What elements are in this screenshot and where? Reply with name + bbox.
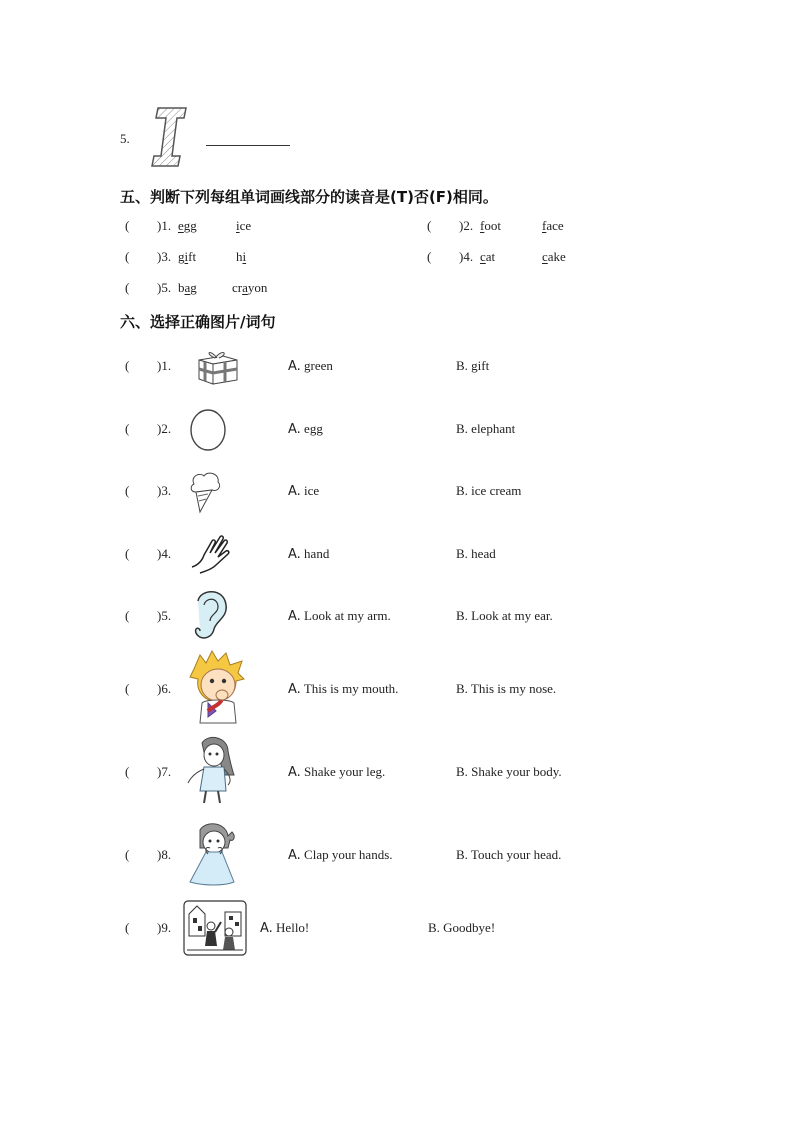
answer-paren-open[interactable]: ( [125,681,130,696]
underlined-letter: a [242,280,248,295]
item-number: )3. [157,249,172,264]
option-a-text: Hello! [276,920,310,935]
option-a-letter: A. [260,921,273,936]
item-number: )5. [157,608,172,623]
word-two [232,280,267,296]
answer-paren-open[interactable]: ( [125,608,130,623]
answer-paren-open[interactable]: ( [125,764,130,779]
underlined-letter: a [184,280,191,295]
underlined-letter: e [178,218,184,233]
option-a-text: egg [304,421,323,436]
option-a[interactable] [288,483,319,499]
option-a-text: Clap your hands. [304,847,393,862]
option-b[interactable]: B. Goodbye! [428,920,496,935]
waving-goodbye-scene-picture [183,900,247,956]
underlined-letter: f [480,218,485,233]
item-number: )2. [157,421,172,436]
word-part: yon [247,280,268,295]
boy-touching-mouth-picture [186,651,248,725]
item-number: )3. [157,483,172,498]
option-a-letter: A. [288,848,301,863]
answer-paren-open[interactable]: ( [125,847,130,862]
answer-paren-open[interactable]: ( [125,249,130,264]
option-a-letter: A. [288,422,301,437]
option-a-letter: A. [288,682,301,697]
option-a-text: Shake your leg. [304,764,386,779]
answer-paren-open[interactable]: ( [427,249,432,264]
word-part: ft [188,249,197,264]
option-b[interactable]: B. ice cream [456,483,522,498]
option-b[interactable]: B. Touch your head. [456,847,562,862]
item-number: )1. [157,358,172,373]
option-a-letter: A. [288,484,301,499]
option-a-text: hand [304,546,330,561]
answer-paren-open[interactable]: ( [125,358,130,373]
underlined-letter: i [242,249,247,264]
underlined-letter: i [184,249,189,264]
option-b[interactable]: B. This is my nose. [456,681,557,696]
option-b[interactable]: B. Shake your body. [456,764,562,779]
item-number: )1. [157,218,172,233]
word-one [178,218,197,234]
pronunciation-item [125,218,385,236]
option-a-letter: A. [288,609,301,624]
option-a[interactable] [288,681,398,697]
item-number: )4. [157,546,172,561]
word-one [178,280,197,296]
word-one [178,249,196,265]
underlined-letter: f [542,218,547,233]
item5-number: 5. [120,131,130,146]
outlined-letter-i-image [150,104,190,170]
item-number: )9. [157,920,172,935]
word-part: ce [239,218,252,233]
option-a[interactable] [288,421,323,437]
word-part: ace [546,218,564,233]
hand-picture [188,531,234,575]
word-part: ake [547,249,566,264]
option-b[interactable]: B. gift [456,358,490,373]
item-number: )6. [157,681,172,696]
word-part: cr [232,280,243,295]
option-a[interactable] [288,847,393,863]
item-number: )8. [157,847,172,862]
word-two [236,249,246,265]
answer-paren-open[interactable]: ( [125,483,130,498]
option-a[interactable] [288,608,391,624]
section5-heading: 五、判断下列每组单词画线部分的读音是(T)否(F)相同。 [120,188,498,206]
option-b[interactable]: B. elephant [456,421,516,436]
word-two [236,218,251,234]
word-two [542,218,564,234]
option-a[interactable] [288,546,329,562]
pronunciation-item [427,249,687,267]
word-part: g [178,249,185,264]
item-number: )2. [459,218,474,233]
answer-paren-open[interactable]: ( [125,920,130,935]
answer-paren-open[interactable]: ( [125,546,130,561]
underlined-letter: i [236,218,240,233]
answer-paren-open[interactable]: ( [125,421,130,436]
word-part: g [190,280,197,295]
item-number: )5. [157,280,172,295]
option-a-text: Look at my arm. [304,608,391,623]
word-one [480,249,495,265]
word-two [542,249,566,265]
option-a-letter: A. [288,547,301,562]
pronunciation-item [125,280,385,298]
gift-box-picture [193,346,243,386]
ear-picture [186,587,232,643]
girl-shaking-body-picture [184,735,240,805]
word-part: oot [484,218,501,233]
section6-heading: 六、选择正确图片/词句 [120,313,276,331]
option-a-letter: A. [288,765,301,780]
option-a-text: ice [304,483,320,498]
option-a-letter: A. [288,359,301,374]
option-b[interactable]: B. head [456,546,496,561]
option-a[interactable] [288,358,333,374]
item-number: )4. [459,249,474,264]
word-part: h [236,249,243,264]
ice-cream-picture [186,470,226,514]
answer-paren-open[interactable]: ( [125,218,130,233]
option-a[interactable] [288,764,385,780]
word-part: at [485,249,496,264]
answer-paren-open[interactable]: ( [125,280,130,295]
word-part: b [178,280,185,295]
underlined-letter: c [542,249,548,264]
egg-picture [188,407,228,451]
word-one [480,218,501,234]
option-b[interactable]: B. Look at my ear. [456,608,553,623]
item-number: )7. [157,764,172,779]
underlined-letter: c [480,249,486,264]
option-a-text: This is my mouth. [303,681,399,696]
option-a-text: green [304,358,333,373]
pronunciation-item [125,249,385,267]
answer-paren-open[interactable]: ( [427,218,432,233]
girl-touching-head-picture [184,822,244,888]
word-part: gg [183,218,197,233]
option-a[interactable] [260,920,309,936]
pronunciation-item [427,218,687,236]
answer-blank[interactable] [206,144,290,146]
